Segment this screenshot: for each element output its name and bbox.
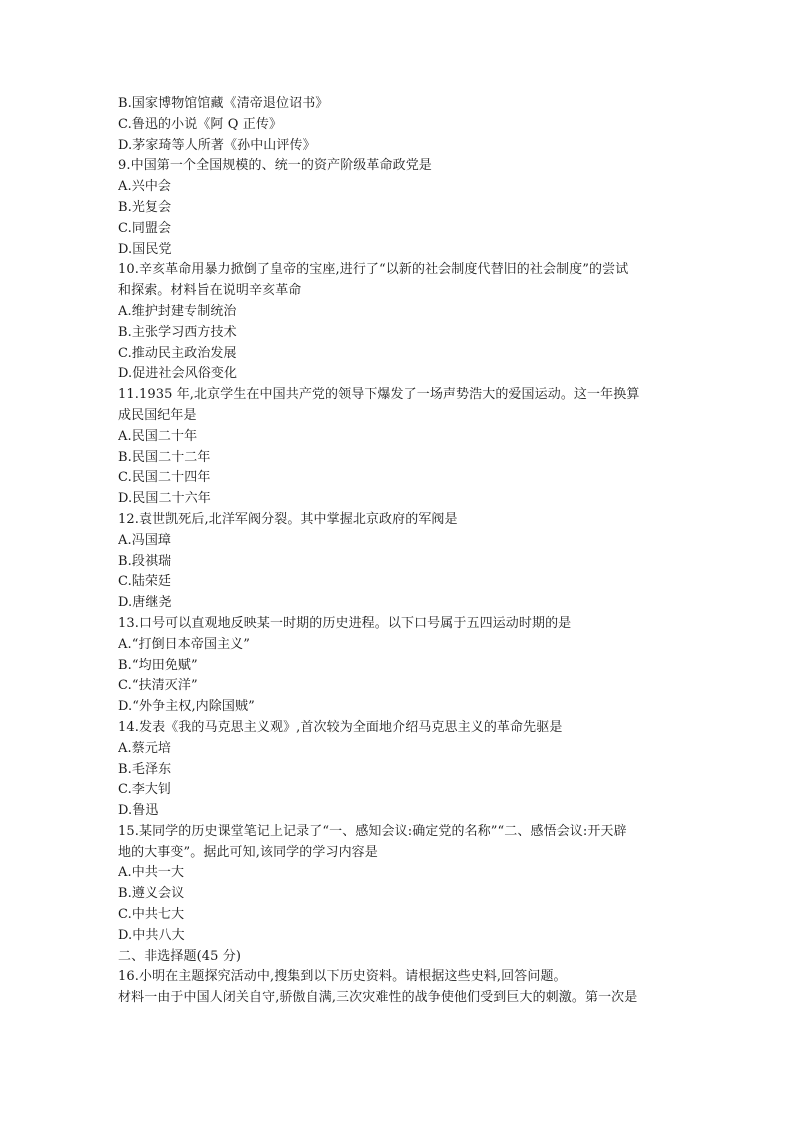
option-text: “均田免赋” — [131, 657, 198, 673]
option-text: “扶清灭洋” — [131, 678, 198, 694]
answer-option — [118, 323, 690, 344]
option-label: A. — [118, 865, 132, 881]
question-number: 14. — [118, 719, 139, 735]
option-label: B. — [118, 553, 132, 569]
question-stem-line — [118, 614, 690, 635]
option-label: A. — [118, 532, 132, 548]
option-text: 冯国璋 — [131, 532, 172, 548]
option-text: 维护封建专制统治 — [131, 303, 237, 319]
option-text: “打倒日本帝国主义” — [131, 636, 251, 652]
question-number: 13. — [118, 615, 139, 631]
answer-option — [118, 219, 690, 240]
answer-option — [118, 572, 690, 593]
option-label: D. — [118, 595, 133, 611]
question-stem-line — [118, 843, 690, 864]
answer-option — [118, 676, 690, 697]
option-text: 中共七大 — [131, 907, 185, 923]
option-label: C. — [118, 782, 132, 798]
option-label: A. — [118, 179, 132, 195]
answer-option — [118, 364, 690, 385]
option-text: 遵义会议 — [131, 886, 185, 902]
answer-option — [118, 468, 690, 489]
option-text: 民国二十年 — [131, 428, 198, 444]
option-text: 民国二十四年 — [131, 470, 211, 486]
answer-option — [118, 489, 690, 510]
option-label: D. — [118, 803, 133, 819]
option-label: A. — [118, 303, 132, 319]
question-number: 10. — [118, 262, 139, 278]
option-text: 民国二十二年 — [131, 449, 211, 465]
question-stem-text: 发表《我的马克思主义观》,首次较为全面地介绍马克思主义的革命先驱是 — [138, 719, 563, 735]
answer-option — [118, 926, 690, 947]
question-block — [118, 614, 690, 718]
question-block — [118, 718, 690, 822]
answer-option — [118, 240, 690, 261]
answer-option — [118, 635, 690, 656]
option-text: 段祺瑞 — [131, 553, 172, 569]
option-label: A. — [118, 636, 132, 652]
answer-option — [118, 884, 690, 905]
answer-option — [118, 656, 690, 677]
question-block — [118, 385, 690, 510]
option-label: C. — [118, 907, 132, 923]
answer-option — [118, 94, 690, 115]
question-number: 11. — [118, 387, 139, 403]
question-block — [118, 822, 690, 947]
option-text: 毛泽东 — [131, 761, 172, 777]
option-text: 兴中会 — [131, 179, 172, 195]
question-block — [118, 510, 690, 614]
question-stem-line — [118, 281, 690, 302]
answer-option — [118, 739, 690, 760]
option-label: A. — [118, 428, 132, 444]
section-two — [118, 947, 690, 1009]
option-text: 鲁迅 — [132, 803, 159, 819]
answer-option — [118, 344, 690, 365]
option-text: 主张学习西方技术 — [131, 324, 237, 340]
option-label: B. — [118, 324, 132, 340]
option-label: D. — [118, 241, 133, 257]
option-label: B. — [118, 449, 132, 465]
option-text: 促进社会风俗变化 — [132, 366, 238, 382]
question-block — [118, 94, 690, 156]
option-label: C. — [118, 574, 132, 590]
section-two-heading: 二、非选择题(45 分) — [118, 948, 242, 964]
option-text: 李大钊 — [131, 782, 172, 798]
answer-option — [118, 531, 690, 552]
question-stem-text: 中国第一个全国规模的、统一的资产阶级革命政党是 — [130, 158, 432, 174]
answer-option — [118, 760, 690, 781]
option-label: D. — [118, 137, 133, 153]
question-stem-line — [118, 718, 690, 739]
option-text: 中共一大 — [131, 865, 185, 881]
option-text: 唐继尧 — [132, 595, 172, 611]
question-stem-line — [118, 510, 690, 531]
option-label: D. — [118, 366, 133, 382]
question-block — [118, 156, 690, 260]
answer-option — [118, 863, 690, 884]
material-one-text: 材料一由于中国人闭关自守,骄傲自满,三次灾难性的战争使他们受到巨大的刺激。第一次是 — [118, 990, 638, 1006]
option-label: C. — [118, 220, 132, 236]
question-stem-line — [118, 822, 690, 843]
option-text: 陆荣廷 — [131, 574, 172, 590]
option-text: 同盟会 — [131, 220, 172, 236]
answer-option — [118, 552, 690, 573]
answer-option — [118, 801, 690, 822]
answer-option — [118, 697, 690, 718]
answer-option — [118, 198, 690, 219]
answer-option — [118, 593, 690, 614]
question-16-intro: 16.小明在主题探究活动中,搜集到以下历史资料。请根据这些史料,回答问题。 — [118, 969, 567, 985]
question-stem-line — [118, 260, 690, 281]
question-stem-text: 某同学的历史课堂笔记上记录了“一、感知会议:确定党的名称”“二、感悟会议:开天辟 — [138, 823, 627, 839]
answer-option — [118, 780, 690, 801]
question-stem-text: 口号可以直观地反映某一时期的历史进程。以下口号属于五四运动时期的是 — [138, 615, 572, 631]
option-label: C. — [118, 678, 132, 694]
option-label: C. — [118, 470, 132, 486]
question-stem-line — [118, 385, 690, 406]
option-label: D. — [118, 491, 133, 507]
option-text: 国家博物馆馆藏《清帝退位诏书》 — [131, 96, 329, 111]
answer-option — [118, 302, 690, 323]
option-label: A. — [118, 740, 132, 756]
question-stem-line — [118, 406, 690, 427]
question-stem-text: 成民国纪年是 — [118, 407, 197, 423]
option-text: 茅家琦等人所著《孙中山评传》 — [132, 137, 316, 153]
answer-option — [118, 115, 690, 136]
option-label: B. — [118, 657, 132, 673]
option-label: C. — [118, 116, 132, 132]
option-label: D. — [118, 699, 133, 715]
question-stem-text: 地的大事变”。据此可知,该同学的学习内容是 — [118, 844, 378, 860]
option-label: D. — [118, 927, 133, 943]
question-stem-text: 和探索。材料旨在说明辛亥革命 — [118, 283, 302, 299]
option-label: B. — [118, 199, 132, 215]
option-text: 民国二十六年 — [132, 491, 211, 507]
question-number: 15. — [118, 823, 139, 839]
option-label: C. — [118, 345, 132, 361]
answer-option — [118, 136, 690, 157]
answer-option — [118, 448, 690, 469]
answer-option — [118, 177, 690, 198]
option-text: 鲁迅的小说《阿 Q 正传》 — [131, 116, 283, 132]
question-stem-text: 1935 年,北京学生在中国共产党的领导下爆发了一场声势浩大的爱国运动。这一年换算 — [138, 387, 640, 403]
option-text: 蔡元培 — [131, 740, 172, 756]
question-stem-text: 袁世凯死后,北洋军阀分裂。其中掌握北京政府的军阀是 — [138, 511, 458, 527]
option-label: B. — [118, 886, 132, 902]
question-block — [118, 260, 690, 385]
answer-option — [118, 905, 690, 926]
option-label: B. — [118, 761, 132, 777]
question-number: 12. — [118, 511, 139, 527]
question-stem-text: 辛亥革命用暴力掀倒了皇帝的宝座,进行了“以新的社会制度代替旧的社会制度”的尝试 — [138, 262, 629, 278]
option-text: 推动民主政治发展 — [131, 345, 237, 361]
multiple-choice-questions — [118, 94, 690, 947]
answer-option — [118, 427, 690, 448]
option-text: 国民党 — [132, 241, 172, 257]
question-stem-line — [118, 156, 690, 177]
exam-page — [118, 94, 690, 1009]
option-label: B. — [118, 96, 132, 111]
option-text: 光复会 — [131, 199, 172, 215]
option-text: “外争主权,内除国贼” — [132, 699, 255, 715]
option-text: 中共八大 — [132, 927, 185, 943]
question-number: 9. — [118, 158, 131, 174]
